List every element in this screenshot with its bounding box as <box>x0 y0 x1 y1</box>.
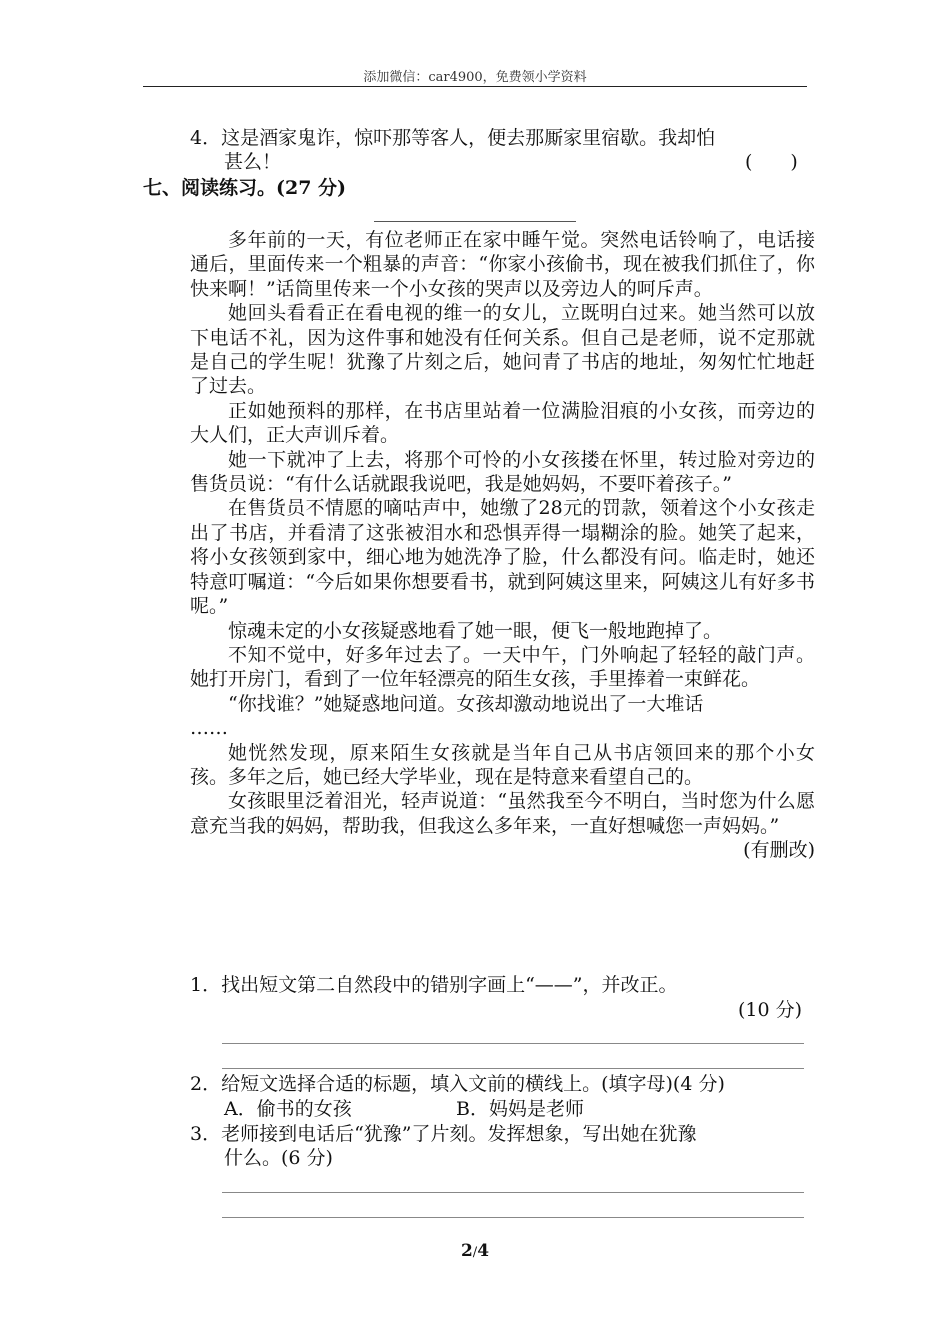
title-blank-line[interactable] <box>374 221 576 222</box>
passage-ellipsis: …… <box>190 717 228 740</box>
page-total: 4 <box>477 1241 490 1261</box>
question-1-score: (10 分) <box>738 999 803 1021</box>
page-number <box>0 1241 950 1261</box>
question-1-text: 1．找出短文第二自然段中的错别字画上“——”，并改正。 <box>190 974 678 996</box>
question-2-text: 2．给短文选择合适的标题，填入文前的横线上。(填字母)(4 分) <box>190 1073 725 1095</box>
header-rule <box>143 86 807 87</box>
section-title: 七、阅读练习。(27 分) <box>143 177 347 199</box>
passage-paragraph-9: 她恍然发现，原来陌生女孩就是当年自己从书店领回来的那个小女孩。多年之后，她已经大学毕业，现在是特意来看望自己的。 <box>190 741 815 788</box>
passage-paragraph-6: 惊魂未定的小女孩疑惑地看了她一眼，便飞一般地跑掉了。 <box>228 619 723 642</box>
answer-line-q1-b[interactable] <box>222 1068 804 1069</box>
passage-paragraph-3: 正如她预料的那样，在书店里站着一位满脸泪痕的小女孩，而旁边的大人们，正大声训斥着。 <box>190 399 815 447</box>
question-2-option-a: A．偷书的女孩 <box>224 1098 352 1120</box>
passage-paragraph-4: 她一下就冲了上去，将那个可怜的小女孩搂在怀里，转过脸对旁边的售货员说：“有什么话就跟我说吧，我是她妈妈，不要吓着孩子。” <box>190 448 815 496</box>
passage-paragraph-5: 在售货员不情愿的嘀咕声中，她缴了28元的罚款，领着这个小女孩走出了书店，并看清了这张被泪水和恐惧弄得一塌糊涂的脸。她笑了起来，将小女孩领到家中，细心地为她洗净了脸，什么都没有问。临走时，她还特意叮嘱道：“今后如果你想要看书，就到阿姨这里来，阿姨这儿有好多书呢。” <box>190 497 815 618</box>
question-2-option-b: B．妈妈是老师 <box>456 1098 584 1120</box>
passage-paragraph-2: 她回头看看正在看电视的维一的女儿，立既明白过来。她当然可以放下电话不礼，因为这件事和她没有任何关系。但自己是老师，说不定那就是自己的学生呢！犹豫了片刻之后，她问青了书店的地址，匆匆忙忙地赶了过去。 <box>190 302 815 398</box>
passage-paragraph-10: 女孩眼里泛着泪光，轻声说道：“虽然我至今不明白，当时您为什么愿意充当我的妈妈，帮助我，但我这么多年来，一直好想喊您一声妈妈。” <box>190 790 815 837</box>
question-4-line1: 4．这是酒家鬼诈，惊吓那等客人，便去那厮家里宿歇。我却怕 <box>190 127 716 149</box>
answer-line-q1-a[interactable] <box>222 1043 804 1044</box>
page-separator: / <box>472 1245 478 1260</box>
page-current: 2 <box>460 1241 473 1261</box>
question-4-line2: 甚么！ <box>224 151 282 173</box>
passage-paragraph-1: 多年前的一天，有位老师正在家中睡午觉。突然电话铃响了，电话接通后，里面传来一个粗暴的声音：“你家小孩偷书，现在被我们抓住了，你快来啊！”话筒里传来一个小女孩的哭声以及旁边人的呵斥声。 <box>190 229 815 300</box>
question-4-answer-parens: ( ) <box>745 151 798 173</box>
reading-passage <box>190 228 815 863</box>
passage-paragraph-7: 不知不觉中，好多年过去了。一天中午，门外响起了轻轻的敲门声。她打开房门，看到了一位年轻漂亮的陌生女孩，手里捧着一束鲜花。 <box>190 643 815 691</box>
question-3-line1: 3．老师接到电话后“犹豫”了片刻。发挥想象，写出她在犹豫 <box>190 1123 697 1145</box>
question-3-line2: 什么。(6 分) <box>224 1147 333 1169</box>
passage-paragraph-8: “你找谁？”她疑惑地问道。女孩却激动地说出了一大堆话 <box>228 692 704 715</box>
passage-note: (有删改) <box>743 839 815 862</box>
answer-line-q3-a[interactable] <box>222 1192 804 1193</box>
page-header: 添加微信：car4900，免费领小学资料 <box>363 70 587 85</box>
answer-line-q3-b[interactable] <box>222 1217 804 1218</box>
